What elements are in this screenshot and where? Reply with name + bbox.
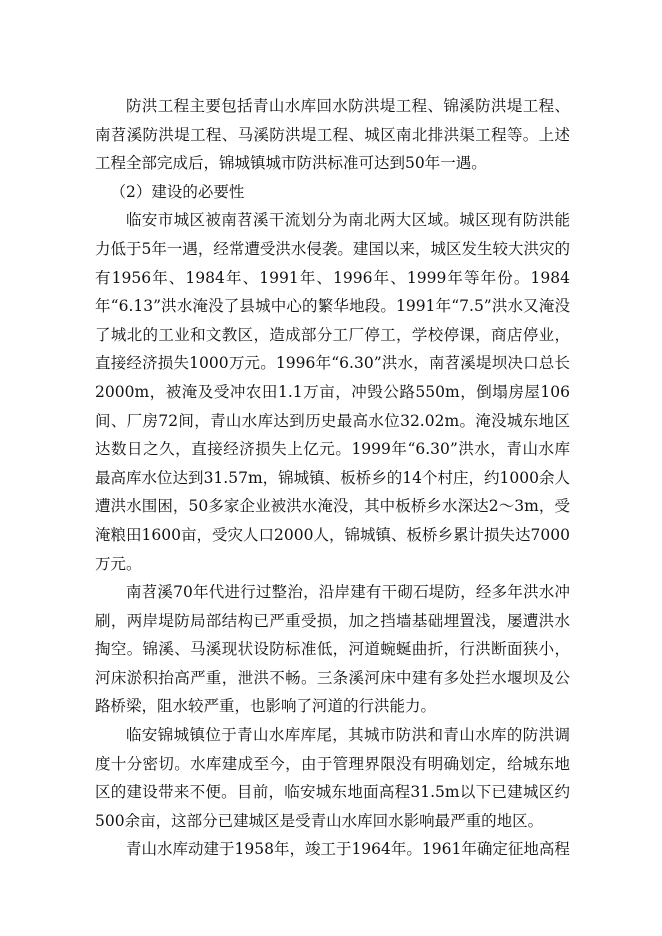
paragraph-reservoir-history: 青山水库动建于1958年，竣工于1964年。1961年确定征地高程 [126, 840, 570, 859]
paragraph-river-condition: 南苕溪70年代进行过整治，沿岸建有干砌石堤防，经多年洪水冲刷，两岸堤防局部结构已严重受损，加之挡墙基础埋置浅，屡遭洪水掏空。锦溪、马溪现状设防标准低，河道蜿蜒曲折，行洪断面狭小，河床淤积抬高严重，泄洪不畅。三条溪河床中建有多处拦水堰坝及公路桥梁，阻水较严重，也影响了河道的行洪能力。 [95, 583, 570, 716]
document-body [95, 92, 570, 864]
paragraph-flood-history: 临安市城区被南苕溪干流划分为南北两大区域。城区现有防洪能力低于5年一遇，经常遭受洪水侵袭。建国以来，城区发生较大洪灾的有1956年、1984年、1991年、1996年、1999年等年份。1984年“6.13”洪水淹没了县城中心的繁华地段。1991年“7.5”洪水又淹没了城北的工业和文教区，造成部分工厂停工，学校停课，商店停业，直接经济损失1000万元。1996年“6.30”洪水，南苕溪堤坝决口总长2000m，被淹及受冲农田1.1万亩，冲毁公路550m，倒塌房屋106间、厂房72间，青山水库达到历史最高水位32.02m。淹没城东地区达数日之久，直接经济损失上亿元。1999年“6.30”洪水，青山水库最高库水位达到31.57m，锦城镇、板桥乡的14个村庄，约1000余人遭洪水围困，50多家企业被洪水淹没，其中板桥乡水深达2～3m，受淹粮田1600亩，受灾人口2000人，锦城镇、板桥乡累计损失达7000万元。 [95, 211, 570, 573]
paragraph-flood-works: 防洪工程主要包括青山水库回水防洪堤工程、锦溪防洪堤工程、南苕溪防洪堤工程、马溪防洪堤工程、城区南北排洪渠工程等。上述工程全部完成后，锦城镇城市防洪标准可达到50年一遇。 [95, 97, 570, 173]
paragraph-reservoir-relation: 临安锦城镇位于青山水库库尾，其城市防洪和青山水库的防洪调度十分密切。水库建成至今，由于管理界限没有明确划定，给城东地区的建设带来不便。目前，临安城东地面高程31.5m以下已建城区约500余亩，这部分已建城区是受青山水库回水影响最严重的地区。 [95, 726, 570, 830]
section-heading-necessity: （2）建设的必要性 [110, 182, 245, 201]
